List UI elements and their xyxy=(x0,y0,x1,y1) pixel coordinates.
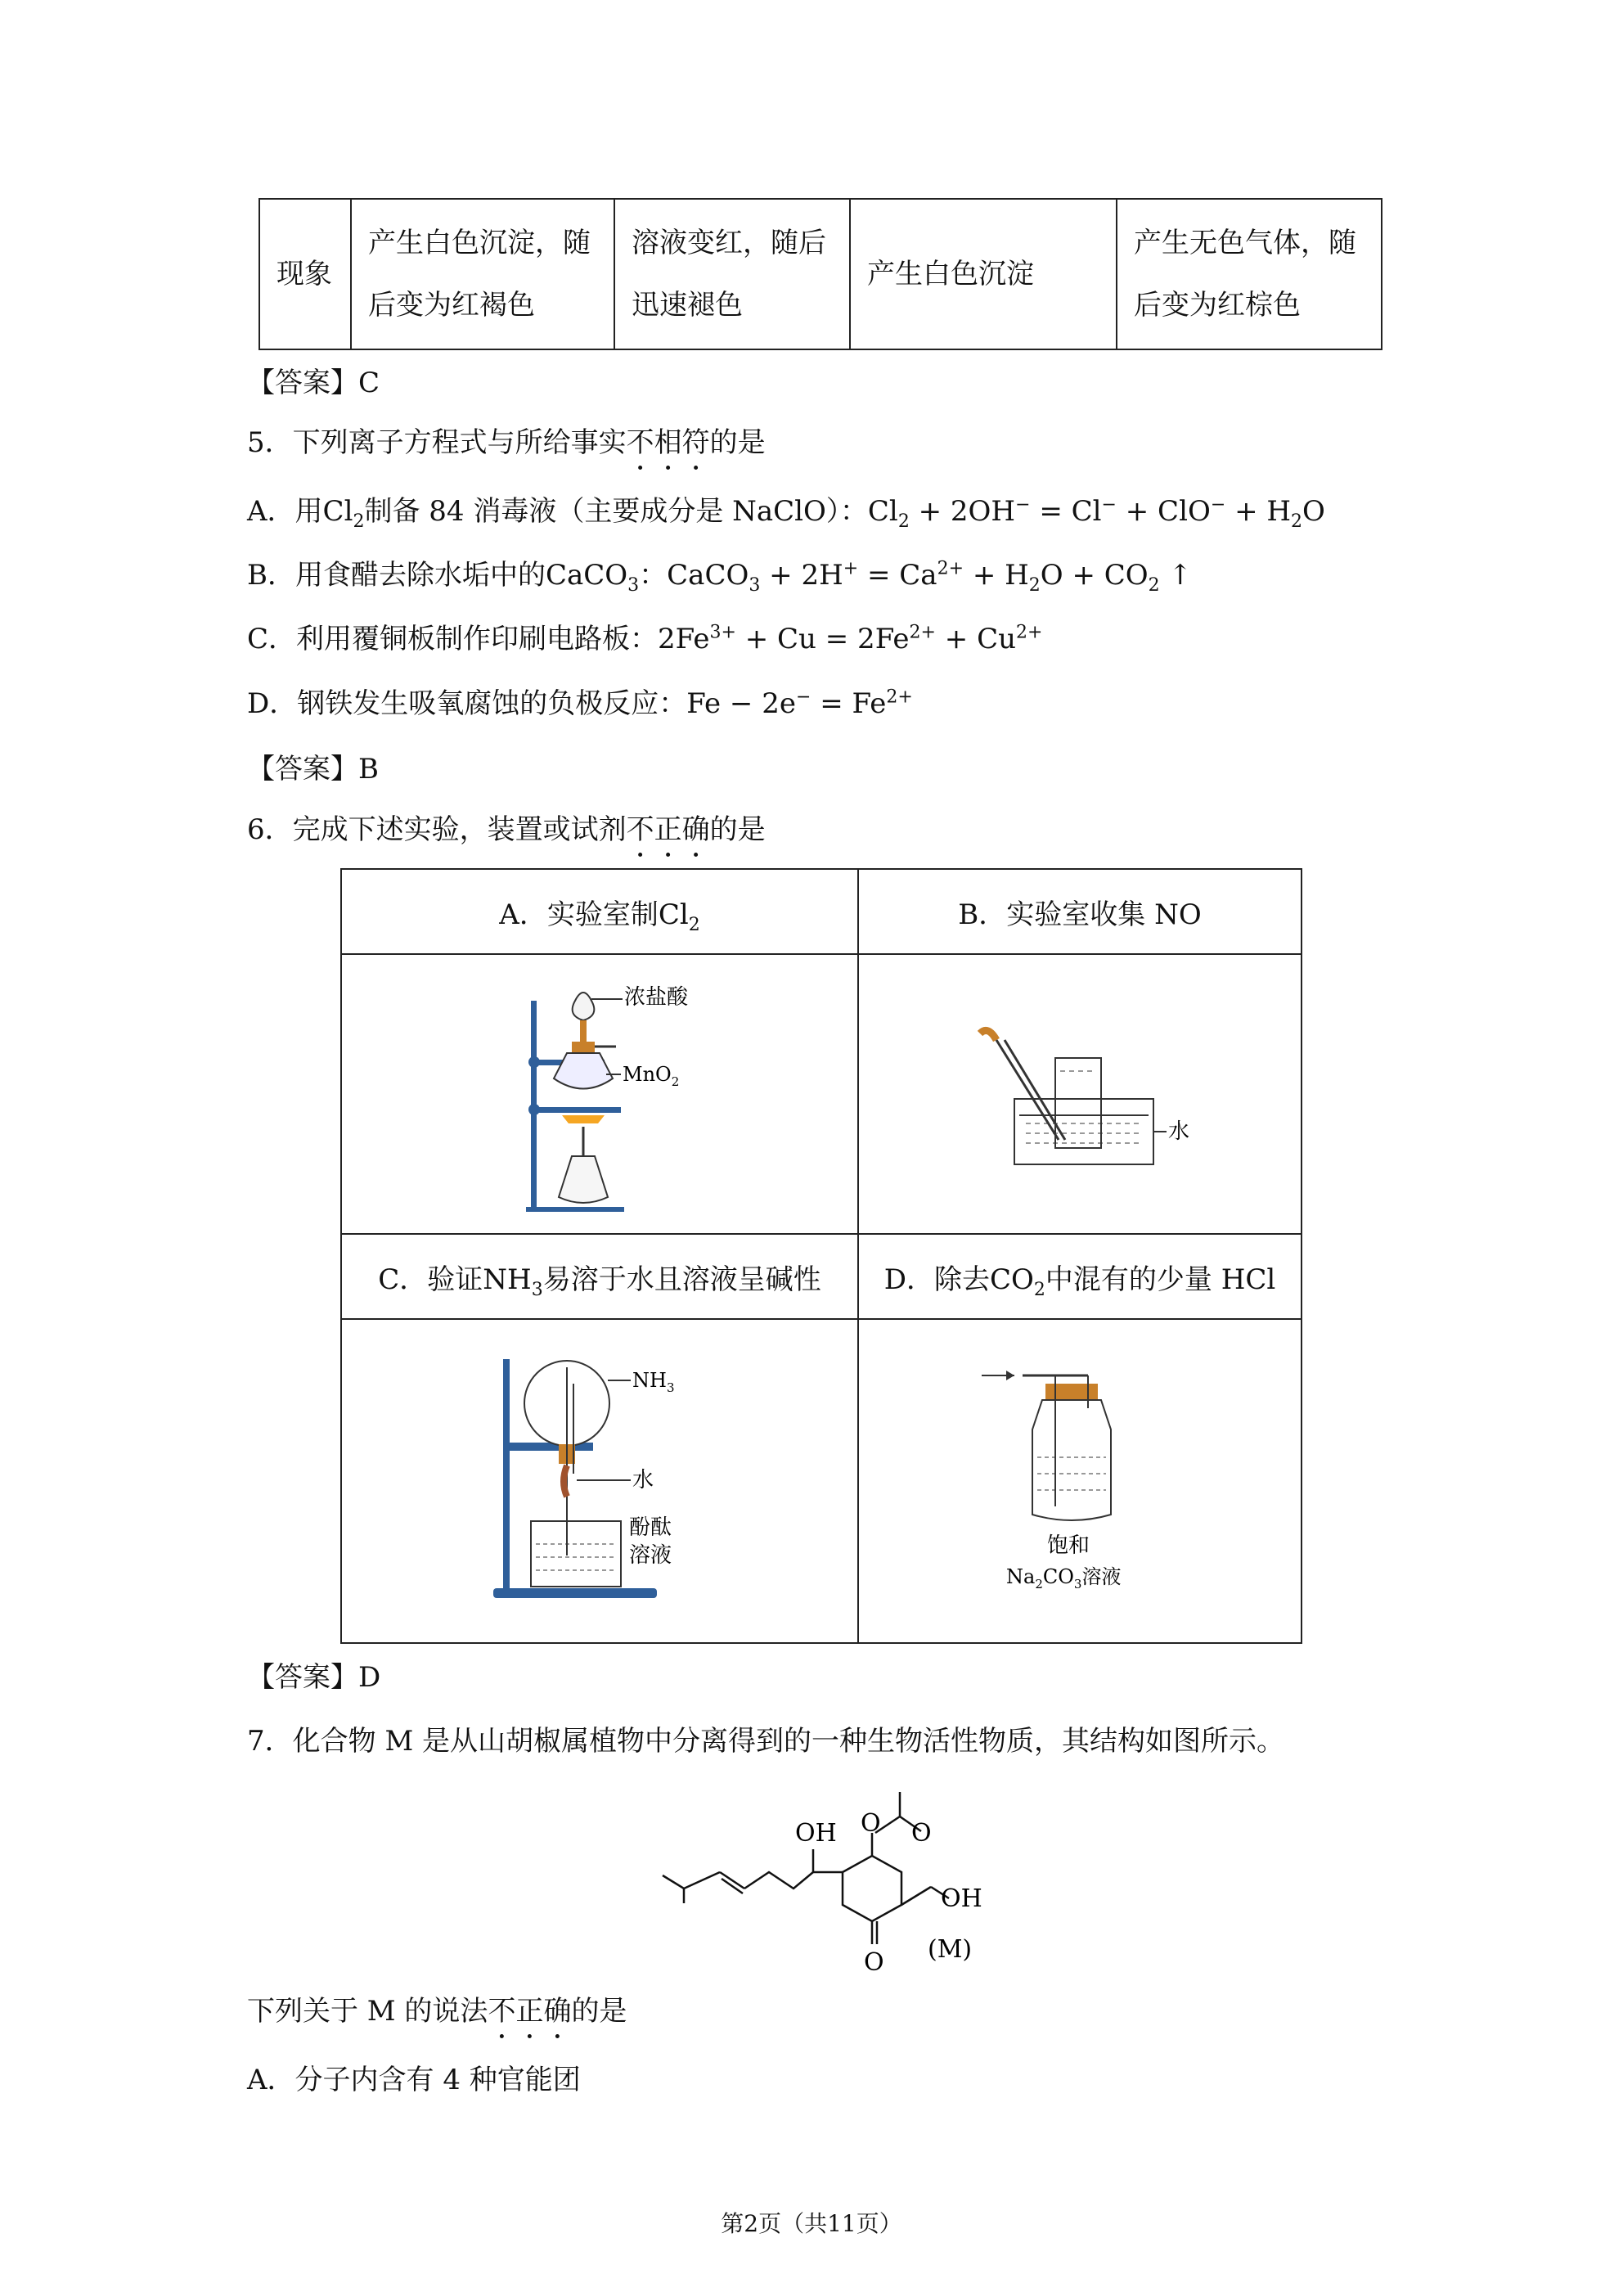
svg-text:O: O xyxy=(864,1948,884,1977)
q5-stem: 5．下列离子方程式与所给事实不相符的是 xyxy=(247,426,766,459)
svg-text:Na2CO3溶液: $Na_2CO_3$溶液 xyxy=(1006,1564,1122,1591)
q5-option-c: C．利用覆铜板制作印刷电路板：$2Fe^{3+} + Cu = 2Fe^{2+} + Cu^{2+}$ xyxy=(247,622,1043,655)
cell-1: 产生白色沉淀，随 后变为红褐色 xyxy=(351,199,614,349)
q5-option-b: B．用食醋去除水垢中的CaCO$_3$：CaCO$_3$ + $2H^+ = Ca^{2+} + H_2O + CO_2$ ↑ xyxy=(247,558,1192,596)
q7-substem: 下列关于 M 的说法不正确的是 xyxy=(247,1995,627,2028)
svg-text:MnO2: MnO$_2$ xyxy=(623,1062,680,1089)
cell-b-figure xyxy=(858,954,1302,1234)
cell-a-title: A．实验室制$Cl_2$ xyxy=(341,869,858,954)
cell-c-title: C．验证$NH_3$易溶于水且溶液呈碱性 xyxy=(341,1234,858,1319)
cell-b-title: B．实验室收集 NO xyxy=(858,869,1302,954)
svg-text:O: O xyxy=(911,1819,932,1848)
q7-stem: 7．化合物 M 是从山胡椒属植物中分离得到的一种生物活性物质，其结构如图所示。 xyxy=(247,1725,1285,1758)
answer-4: 【答案】C xyxy=(247,367,380,399)
cell-4: 产生无色气体，随 后变为红棕色 xyxy=(1117,199,1382,349)
svg-text:酚酞: 酚酞 xyxy=(629,1515,672,1540)
q5-option-d: D．钢铁发生吸氧腐蚀的负极反应：$Fe - 2e^- = Fe^{2+}$ xyxy=(247,687,913,720)
q5-option-a: A．用$Cl_2$制备 84 消毒液（主要成分是 NaClO）：$Cl_2 + 2OH^- = Cl^- + ClO^- + H_2O$ xyxy=(247,494,1325,532)
q7-option-a: A．分子内含有 4 种官能团 xyxy=(247,2064,581,2096)
fountain-experiment-figure xyxy=(485,1351,714,1605)
cell-3: 产生白色沉淀 xyxy=(850,199,1117,349)
page-footer: 第2页（共11页） xyxy=(721,2210,902,2237)
svg-text:O: O xyxy=(861,1809,881,1838)
q6-stem: 6．完成下述实验，装置或试剂不正确的是 xyxy=(247,813,766,846)
answer-5: 【答案】B xyxy=(247,753,379,786)
gas-washing-bottle-figure xyxy=(973,1351,1186,1605)
svg-text:水: 水 xyxy=(632,1467,654,1492)
cell-d-title: D．除去$CO_2$中混有的少量 HCl xyxy=(858,1234,1302,1319)
experiment-table xyxy=(340,868,1302,1644)
water-label: 水 xyxy=(1168,1119,1190,1144)
answer-6: 【答案】D xyxy=(247,1661,381,1694)
cell-d-figure xyxy=(858,1319,1302,1643)
svg-text:NH3: $NH_3$ xyxy=(632,1368,675,1395)
svg-text:溶液: 溶液 xyxy=(629,1542,672,1568)
cell-c-figure xyxy=(341,1319,858,1643)
chlorine-apparatus-figure xyxy=(493,968,706,1213)
acid-label: 浓盐酸 xyxy=(624,984,689,1010)
cell-2: 溶液变红，随后 迅速褪色 xyxy=(614,199,850,349)
phenomenon-table xyxy=(259,198,1382,350)
no-collection-figure xyxy=(973,1009,1190,1173)
compound-m-structure xyxy=(654,1781,1014,1993)
cell-a-figure xyxy=(341,954,858,1234)
svg-text:饱和: 饱和 xyxy=(1047,1533,1090,1558)
svg-text:OH: OH xyxy=(941,1884,982,1913)
svg-text:(M): (M) xyxy=(928,1935,973,1964)
svg-text:OH: OH xyxy=(795,1819,837,1848)
row-header: 现象 xyxy=(259,199,351,349)
